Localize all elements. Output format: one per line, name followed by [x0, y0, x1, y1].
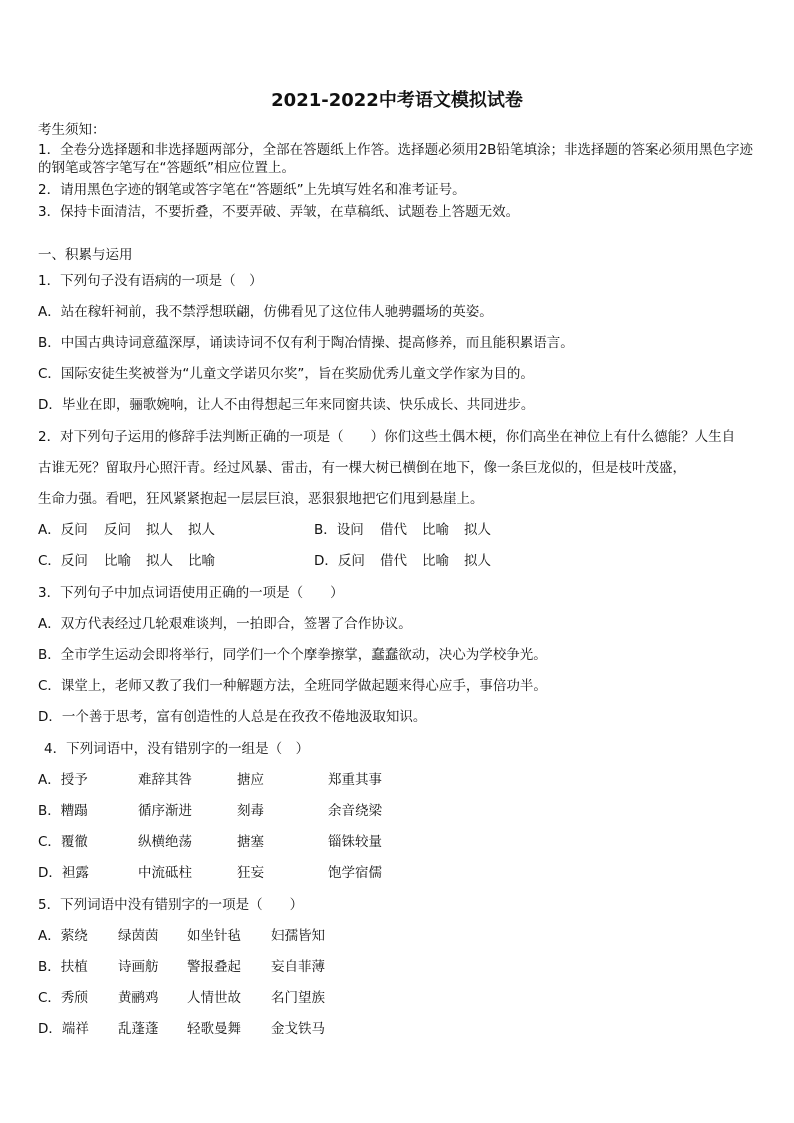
- option-cell: 拟人: [146, 522, 173, 538]
- option-cell: 拟人: [146, 553, 173, 569]
- question-4-row-d: [38, 864, 382, 882]
- option-cell: 纵横绝荡: [138, 834, 192, 850]
- question-5-stem: 5．下列词语中没有错别字的一项是（ ）: [38, 897, 304, 913]
- option-cell: 借代: [380, 522, 407, 538]
- option-cell: 余音绕梁: [328, 803, 382, 819]
- option-cell: 反问: [104, 522, 131, 538]
- option-cell: 搪应: [237, 772, 264, 788]
- question-1-option-a: A．站在稼轩祠前，我不禁浮想联翩，仿佛看见了这位伟人驰骋疆场的英姿。: [38, 304, 493, 320]
- option-cell: 轻歌曼舞: [187, 1021, 241, 1037]
- question-2-stem-line-3: 生命力强。看吧，狂风紧紧抱起一层层巨浪，恶狠狠地把它们甩到悬崖上。: [38, 491, 484, 507]
- question-2-option-b: [314, 521, 491, 539]
- option-cell: 比喻: [422, 522, 449, 538]
- option-cell: 郑重其事: [328, 772, 382, 788]
- option-cell: A．授予: [38, 772, 88, 788]
- option-cell: 刻毒: [237, 803, 264, 819]
- option-cell: C．反问: [38, 553, 88, 569]
- option-cell: 诗画舫: [118, 959, 159, 975]
- page-title: 2021-2022中考语文模拟试卷: [271, 90, 523, 111]
- question-2-option-a: [38, 521, 215, 539]
- option-cell: 妇孺皆知: [271, 928, 325, 944]
- option-cell: 拟人: [188, 522, 215, 538]
- notice-item-3: 3．保持卡面清洁，不要折叠，不要弄破、弄皱，在草稿纸、试题卷上答题无效。: [38, 204, 520, 220]
- notice-item-2: 2．请用黑色字迹的钢笔或答字笔在“答题纸”上先填写姓名和准考证号。: [38, 182, 466, 198]
- option-cell: 黄鹂鸡: [118, 990, 159, 1006]
- question-5-row-a: [38, 927, 325, 945]
- option-cell: B．糟蹋: [38, 803, 88, 819]
- question-3-stem: 3．下列句子中加点词语使用正确的一项是（ ）: [38, 585, 344, 601]
- question-2-option-d: [314, 552, 491, 570]
- question-1-option-c: C．国际安徒生奖被誉为“儿童文学诺贝尔奖”，旨在奖励优秀儿童文学作家为目的。: [38, 366, 534, 382]
- option-cell: 如坐针毡: [187, 928, 241, 944]
- option-cell: 中流砥柱: [138, 865, 192, 881]
- option-cell: A．萦绕: [38, 928, 88, 944]
- option-cell: 比喻: [422, 553, 449, 569]
- option-cell: 拟人: [464, 553, 491, 569]
- question-1-option-d: D．毕业在即，骊歌婉响，让人不由得想起三年来同窗共读、快乐成长、共同进步。: [38, 397, 535, 413]
- option-cell: B．设问: [314, 522, 364, 538]
- option-cell: B．扶植: [38, 959, 88, 975]
- question-3-option-d: D．一个善于思考，富有创造性的人总是在孜孜不倦地汲取知识。: [38, 709, 427, 725]
- option-cell: 循序渐进: [138, 803, 192, 819]
- option-cell: 饱学宿儒: [328, 865, 382, 881]
- option-cell: 锱铢较量: [328, 834, 382, 850]
- option-cell: 难辞其咎: [138, 772, 192, 788]
- notice-item-1: 1．全卷分选择题和非选择题两部分，全部在答题纸上作答。选择题必须用2B铅笔填涂；非选择题的答案必须用黑色字迹的钢笔或答字笔写在“答题纸”相应位置上。: [38, 142, 753, 176]
- option-cell: 绿茵茵: [118, 928, 159, 944]
- option-cell: 狂妄: [237, 865, 264, 881]
- section-heading: 一、积累与运用: [38, 247, 133, 263]
- question-2-stem-line-2: 古谁无死？留取丹心照汗青。经过风暴、雷击，有一棵大树已横倒在地下，像一条巨龙似的，但是枝叶茂盛，: [38, 460, 686, 476]
- option-cell: 警报叠起: [187, 959, 241, 975]
- option-cell: 人情世故: [187, 990, 241, 1006]
- question-3-option-c: C．课堂上，老师又教了我们一种解题方法，全班同学做起题来得心应手，事倍功半。: [38, 678, 547, 694]
- question-4-stem: 4．下列词语中，没有错别字的一组是（ ）: [44, 741, 310, 757]
- question-2-option-c: [38, 552, 215, 570]
- option-cell: 比喻: [188, 553, 215, 569]
- question-4-row-b: [38, 802, 382, 820]
- option-cell: 比喻: [104, 553, 131, 569]
- option-cell: 金戈铁马: [271, 1021, 325, 1037]
- question-4-row-c: [38, 833, 382, 851]
- question-3-option-a: A．双方代表经过几轮艰难谈判，一拍即合，签署了合作协议。: [38, 616, 412, 632]
- option-cell: D．端祥: [38, 1021, 89, 1037]
- question-5-row-b: [38, 958, 325, 976]
- option-cell: 妄自菲薄: [271, 959, 325, 975]
- option-cell: D．袒露: [38, 865, 89, 881]
- option-cell: D．反问: [314, 553, 365, 569]
- question-2-stem-line-1: 2．对下列句子运用的修辞手法判断正确的一项是（ ）你们这些土偶木梗，你们高坐在神位上有什么德能？人生自: [38, 429, 736, 445]
- option-cell: C．秀颀: [38, 990, 88, 1006]
- option-cell: A．反问: [38, 522, 88, 538]
- question-1-stem: 1．下列句子没有语病的一项是（ ）: [38, 273, 263, 289]
- option-cell: 名门望族: [271, 990, 325, 1006]
- option-cell: 乱蓬蓬: [118, 1021, 159, 1037]
- question-4-row-a: [38, 771, 382, 789]
- option-cell: 借代: [380, 553, 407, 569]
- question-1-option-b: B．中国古典诗词意蕴深厚，诵读诗词不仅有利于陶冶情操、提高修养，而且能积累语言。: [38, 335, 574, 351]
- notice-heading: 考生须知：: [38, 122, 106, 138]
- option-cell: 拟人: [464, 522, 491, 538]
- question-5-row-c: [38, 989, 325, 1007]
- question-5-row-d: [38, 1020, 325, 1038]
- question-3-option-b: B．全市学生运动会即将举行，同学们一个个摩拳擦掌，蠢蠢欲动，决心为学校争光。: [38, 647, 547, 663]
- option-cell: 搪塞: [237, 834, 264, 850]
- option-cell: C．覆徹: [38, 834, 88, 850]
